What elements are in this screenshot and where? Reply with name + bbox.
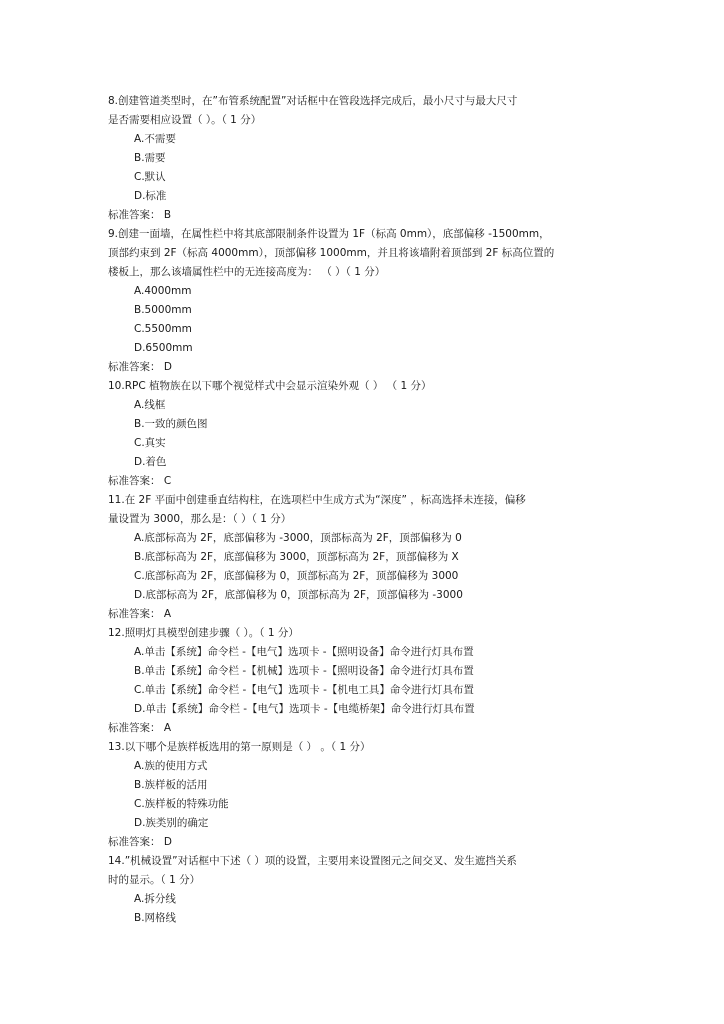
standard-answer: 标准答案： D bbox=[108, 836, 172, 848]
option-a: A.族的使用方式 bbox=[134, 760, 208, 772]
option-b: B.族样板的活用 bbox=[134, 779, 208, 791]
question-text: 顶部约束到 2F（标高 4000mm），顶部偏移 1000mm，并且将该墙附着顶部到 2F 标高位置的 bbox=[108, 247, 555, 259]
option-d: D.底部标高为 2F，底部偏移为 0，顶部标高为 2F，顶部偏移为 -3000 bbox=[134, 589, 463, 601]
question-text: 是否需要相应设置（ ）。（ 1 分） bbox=[108, 114, 262, 126]
option-d: D.着色 bbox=[134, 456, 167, 468]
question-8 bbox=[108, 92, 608, 225]
question-text: 量设置为 3000，那么是：（ ）（ 1 分） bbox=[108, 513, 292, 525]
standard-answer: 标准答案： C bbox=[108, 475, 172, 487]
question-text: 8.创建管道类型时，在”布管系统配置”对话框中在管段选择完成后，最小尺寸与最大尺寸 bbox=[108, 95, 518, 107]
question-text: 13.以下哪个是族样板选用的第一原则是（ ） 。（ 1 分） bbox=[108, 741, 371, 753]
option-a: A.线框 bbox=[134, 399, 166, 411]
option-d: D.标准 bbox=[134, 190, 167, 202]
question-text: 11.在 2F 平面中创建垂直结构柱，在选项栏中生成方式为“深度” ，标高选择未连接，偏移 bbox=[108, 494, 526, 506]
question-text: 12.照明灯具模型创建步骤（ ）。（ 1 分） bbox=[108, 627, 299, 639]
option-c: C.底部标高为 2F，底部偏移为 0，顶部标高为 2F，顶部偏移为 3000 bbox=[134, 570, 459, 582]
option-a: A.拆分线 bbox=[134, 893, 176, 905]
standard-answer: 标准答案： A bbox=[108, 722, 172, 734]
question-text: 9.创建一面墙，在属性栏中将其底部限制条件设置为 1F（标高 0mm），底部偏移 -1500mm， bbox=[108, 228, 550, 240]
option-c: C.默认 bbox=[134, 171, 166, 183]
standard-answer: 标准答案： B bbox=[108, 209, 172, 221]
option-c: C.族样板的特殊功能 bbox=[134, 798, 229, 810]
question-text: 10.RPC 植物族在以下哪个视觉样式中会显示渲染外观（ ） （ 1 分） bbox=[108, 380, 432, 392]
option-b: B.5000mm bbox=[134, 304, 192, 316]
option-a: A.4000mm bbox=[134, 285, 192, 297]
question-list bbox=[108, 92, 608, 928]
option-a: A.不需要 bbox=[134, 133, 176, 145]
question-10 bbox=[108, 377, 608, 491]
option-c: C.单击【系统】命令栏 -【电气】选项卡 -【机电工具】命令进行灯具布置 bbox=[134, 684, 474, 696]
option-b: B.需要 bbox=[134, 152, 166, 164]
option-d: D.族类别的确定 bbox=[134, 817, 209, 829]
option-b: B.底部标高为 2F，底部偏移为 3000，顶部标高为 2F，顶部偏移为 X bbox=[134, 551, 459, 563]
question-text: 时的显示。（ 1 分） bbox=[108, 874, 201, 886]
option-d: D.单击【系统】命令栏 -【电气】选项卡 -【电缆桥架】命令进行灯具布置 bbox=[134, 703, 475, 715]
option-a: A.单击【系统】命令栏 -【电气】选项卡 -【照明设备】命令进行灯具布置 bbox=[134, 646, 474, 658]
option-c: C.5500mm bbox=[134, 323, 192, 335]
option-c: C.真实 bbox=[134, 437, 166, 449]
option-d: D.6500mm bbox=[134, 342, 193, 354]
question-text: 楼板上，那么该墙属性栏中的无连接高度为： （ ）（ 1 分） bbox=[108, 266, 386, 278]
question-12 bbox=[108, 624, 608, 738]
question-14 bbox=[108, 852, 608, 928]
standard-answer: 标准答案： D bbox=[108, 361, 172, 373]
standard-answer: 标准答案： A bbox=[108, 608, 172, 620]
option-b: B.一致的颜色图 bbox=[134, 418, 208, 430]
question-11 bbox=[108, 491, 608, 624]
option-a: A.底部标高为 2F，底部偏移为 -3000，顶部标高为 2F，顶部偏移为 0 bbox=[134, 532, 462, 544]
question-text: 14.”机械设置”对话框中下述（ ）项的设置，主要用来设置图元之间交叉、发生遮挡关系 bbox=[108, 855, 517, 867]
question-13 bbox=[108, 738, 608, 852]
option-b: B.单击【系统】命令栏 -【机械】选项卡 -【照明设备】命令进行灯具布置 bbox=[134, 665, 474, 677]
question-9 bbox=[108, 225, 608, 377]
option-b: B.网格线 bbox=[134, 912, 177, 924]
